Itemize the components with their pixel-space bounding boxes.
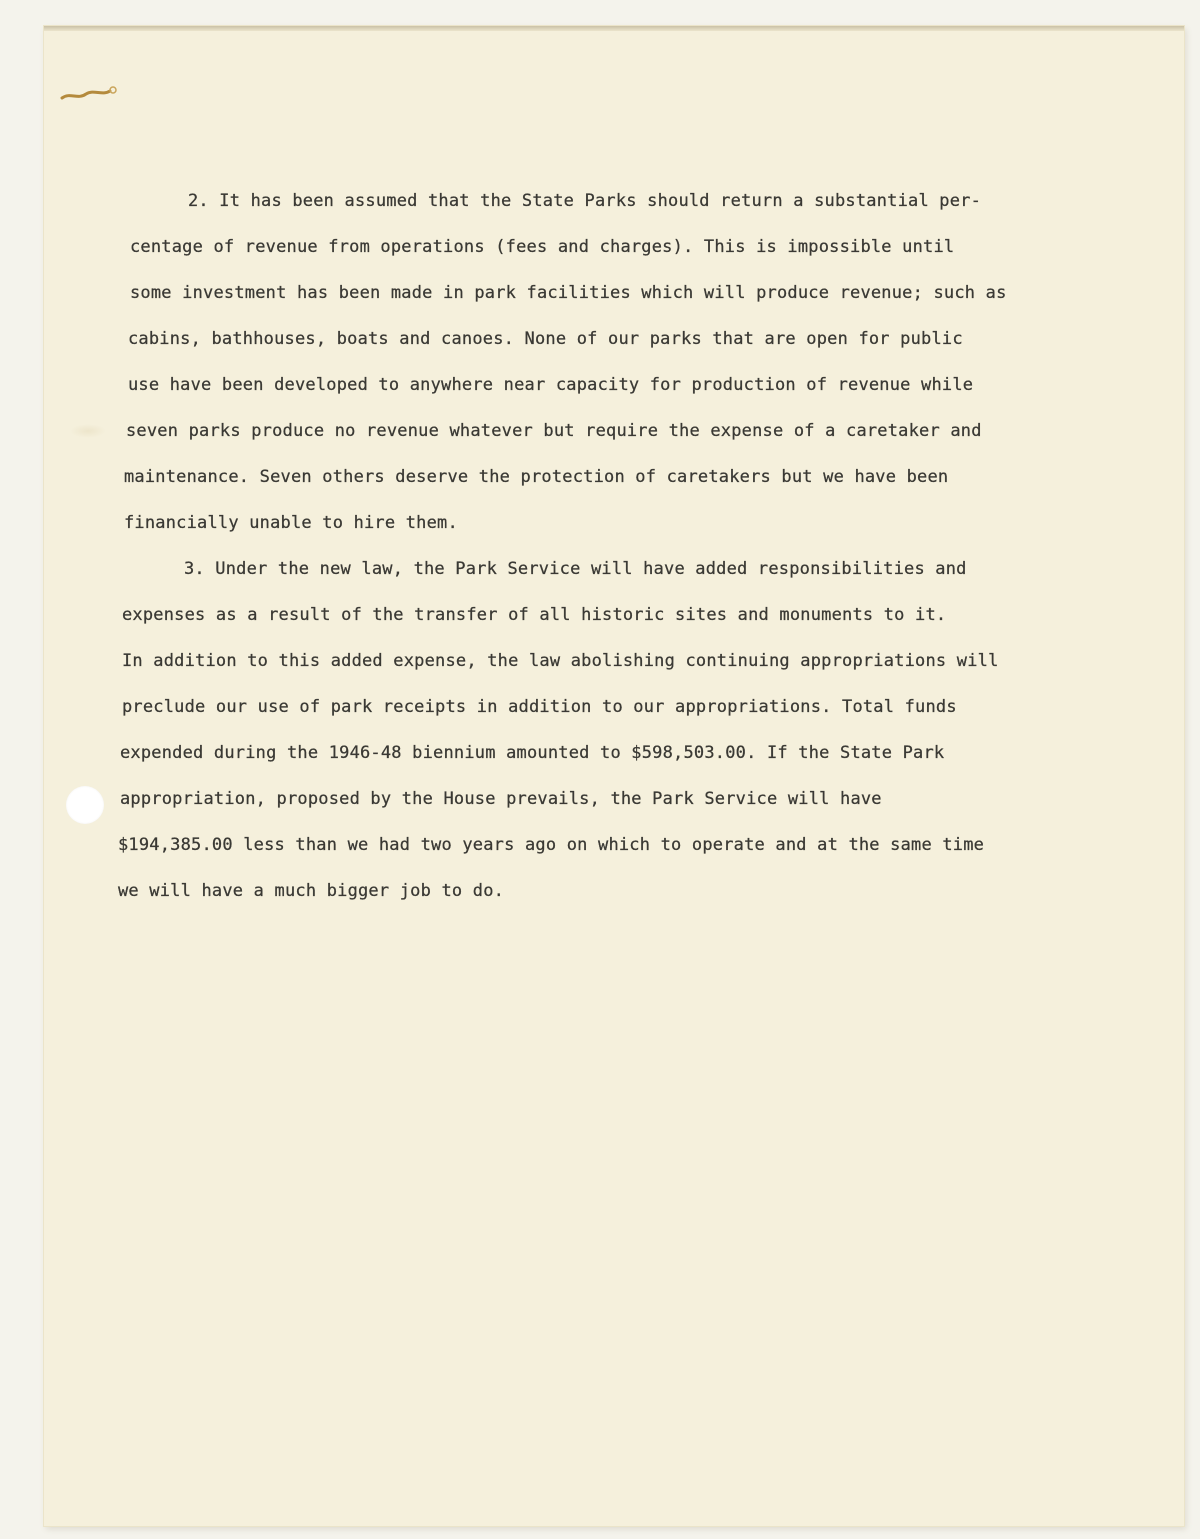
typed-text-body <box>116 178 1116 914</box>
paragraph-3 <box>116 546 1116 914</box>
page-top-edge <box>44 26 1184 31</box>
paragraph-line: 3. Under the new law, the Park Service will have added responsibilities and <box>184 559 967 579</box>
paragraph-line: financially unable to hire them. <box>124 513 458 533</box>
paragraph-line: In addition to this added expense, the law abolishing continuing appropriations will <box>122 651 999 671</box>
paragraph-line: cabins, bathhouses, boats and canoes. None of our parks that are open for public <box>128 329 963 349</box>
paragraph-line: $194,385.00 less than we had two years ago on which to operate and at the same time <box>118 835 985 855</box>
typewritten-page <box>44 26 1184 1526</box>
paragraph-line: preclude our use of park receipts in addition to our appropriations. Total funds <box>122 697 957 717</box>
paragraph-line: use have been developed to anywhere near capacity for production of revenue while <box>128 375 974 395</box>
paragraph-2 <box>116 178 1116 546</box>
paragraph-line: maintenance. Seven others deserve the protection of caretakers but we have been <box>124 467 949 487</box>
paragraph-line: expenses as a result of the transfer of all historic sites and monuments to it. <box>122 605 947 625</box>
paragraph-line: some investment has been made in park facilities which will produce revenue; such as <box>130 283 1007 303</box>
paragraph-line: expended during the 1946-48 biennium amounted to $598,503.00. If the State Park <box>120 743 945 763</box>
paragraph-line: appropriation, proposed by the House prevails, the Park Service will have <box>120 789 882 809</box>
paragraph-line: seven parks produce no revenue whatever but require the expense of a caretaker and <box>126 421 982 441</box>
punch-hole <box>66 786 104 824</box>
staple-mark-icon <box>58 82 120 104</box>
paragraph-line: 2. It has been assumed that the State Parks should return a substantial per- <box>188 191 982 211</box>
paragraph-line: we will have a much bigger job to do. <box>118 881 505 901</box>
paper-crease <box>70 424 106 438</box>
paragraph-line: centage of revenue from operations (fees and charges). This is impossible until <box>130 237 955 257</box>
